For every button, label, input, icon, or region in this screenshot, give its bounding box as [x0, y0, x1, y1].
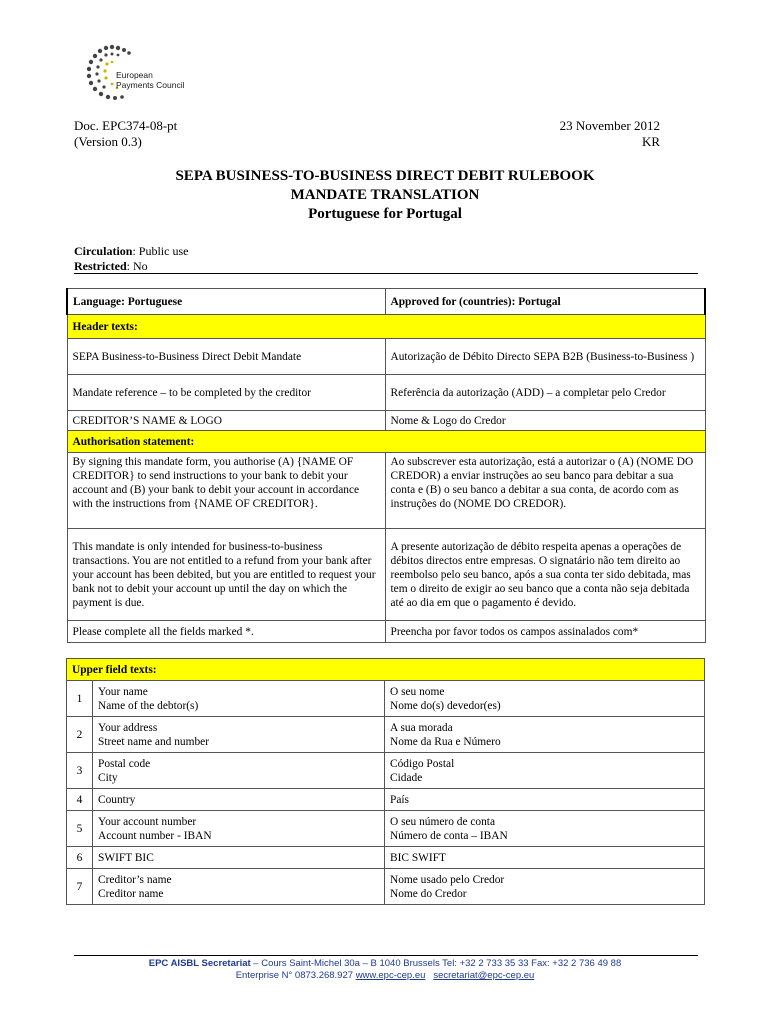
- field-number: 3: [67, 753, 93, 789]
- row-en: CREDITOR’S NAME & LOGO: [67, 411, 385, 431]
- doc-author: KR: [641, 134, 660, 149]
- doc-date: 23 November 2012: [559, 118, 660, 133]
- circulation-value: : Public use: [132, 244, 189, 258]
- row-en: Mandate reference – to be completed by the creditor: [67, 375, 385, 411]
- table-row: [67, 753, 705, 789]
- row-pt: Autorização de Débito Directo SEPA B2B (Business-to-Business ): [385, 339, 705, 375]
- field-number: 1: [67, 681, 93, 717]
- restricted-value: : No: [126, 259, 148, 273]
- field-en: Creditor’s name Creditor name: [93, 869, 385, 905]
- logo-text: [116, 70, 185, 90]
- footer-divider: [74, 955, 698, 956]
- document-title: [0, 167, 770, 224]
- field-number: 5: [67, 811, 93, 847]
- field-pt: Código Postal Cidade: [385, 753, 705, 789]
- section-authorisation: Authorisation statement:: [67, 431, 705, 453]
- row-en: SEPA Business-to-Business Direct Debit Mandate: [67, 339, 385, 375]
- row-en: Please complete all the fields marked *.: [67, 621, 385, 643]
- approved-cell: Approved for (countries): Portugal: [385, 289, 705, 315]
- table-row: [67, 717, 705, 753]
- table-row: [67, 681, 705, 717]
- section-header-texts: Header texts:: [67, 315, 705, 339]
- field-en: Your name Name of the debtor(s): [93, 681, 385, 717]
- doc-version: (Version 0.3): [74, 134, 142, 149]
- title-line-2: MANDATE TRANSLATION: [290, 187, 480, 203]
- footer: [0, 958, 770, 982]
- field-pt: A sua morada Nome da Rua e Número: [385, 717, 705, 753]
- title-line-1: SEPA BUSINESS-TO-BUSINESS DIRECT DEBIT RULEBOOK: [175, 168, 595, 184]
- section-upper-field-texts: Upper field texts:: [67, 659, 705, 681]
- footer-website-link[interactable]: www.epc-cep.eu: [355, 970, 426, 981]
- table-row: [67, 811, 705, 847]
- doc-reference: Doc. EPC374-08-pt: [74, 118, 178, 133]
- circulation-label: Circulation: [74, 244, 133, 258]
- table-row: [67, 847, 705, 869]
- logo-line-1: European: [116, 70, 153, 80]
- footer-enterprise: Enterprise N° 0873.268.927: [235, 970, 356, 981]
- row-pt: A presente autorização de débito respeita apenas a operações de débitos directos entre empresas. O signatário não tem direito ao reembolso pelo seu banco, após a sua conta ter sido debitada, mas tem o direito de exigir ao seu banco que a conta não seja debitada até ao dia em que o pagamento é devido.: [385, 529, 705, 621]
- table-row: [67, 789, 705, 811]
- circulation-block: [74, 244, 188, 274]
- field-en: Postal code City: [93, 753, 385, 789]
- field-number: 6: [67, 847, 93, 869]
- field-pt: País: [385, 789, 705, 811]
- field-en: Your account number Account number - IBAN: [93, 811, 385, 847]
- logo-line-2: Payments Council: [116, 80, 185, 90]
- restricted-label: Restricted: [74, 259, 127, 273]
- field-number: 4: [67, 789, 93, 811]
- title-line-3: Portuguese for Portugal: [308, 206, 462, 222]
- doc-date-block: [560, 118, 660, 150]
- field-pt: BIC SWIFT: [385, 847, 705, 869]
- field-pt: Nome usado pelo Credor Nome do Credor: [385, 869, 705, 905]
- field-pt: O seu número de conta Número de conta – IBAN: [385, 811, 705, 847]
- field-number: 2: [67, 717, 93, 753]
- footer-address: – Cours Saint-Michel 30a – B 1040 Brussels Tel: +32 2 733 35 33 Fax: +32 2 736 49 88: [250, 958, 622, 969]
- row-pt: Nome & Logo do Credor: [385, 411, 705, 431]
- field-en: Country: [93, 789, 385, 811]
- field-number: 7: [67, 869, 93, 905]
- language-cell: Language: Portuguese: [67, 289, 385, 315]
- field-texts-table: [66, 658, 705, 905]
- table-row: [67, 869, 705, 905]
- footer-org: EPC AISBL Secretariat: [148, 958, 251, 969]
- row-pt: Referência da autorização (ADD) – a completar pelo Credor: [385, 375, 705, 411]
- row-pt: Preencha por favor todos os campos assinalados com*: [385, 621, 705, 643]
- row-en: This mandate is only intended for business-to-business transactions. You are not entitled to a refund from your bank after your account has been debited, but you are entitled to request your bank not to debit your account up until the day on which the payment is due.: [67, 529, 385, 621]
- divider: [74, 273, 698, 274]
- field-pt: O seu nome Nome do(s) devedor(es): [385, 681, 705, 717]
- epc-logo: [76, 40, 216, 110]
- field-en: Your address Street name and number: [93, 717, 385, 753]
- doc-reference-block: [74, 118, 177, 150]
- field-en: SWIFT BIC: [93, 847, 385, 869]
- footer-email-link[interactable]: secretariat@epc-cep.eu: [433, 970, 535, 981]
- translation-table: [66, 288, 706, 643]
- row-pt: Ao subscrever esta autorização, está a autorizar o (A) (NOME DO CREDOR) a enviar instruções ao seu banco para debitar a sua conta e (B) o seu banco a debitar a sua conta, de acordo com as instruções do (NOME DO CREDOR).: [385, 453, 705, 529]
- row-en: By signing this mandate form, you authorise (A) {NAME OF CREDITOR} to send instructions to your bank to debit your account and (B) your bank to debit your account in accordance with the instructions from {NAME OF CREDITOR}.: [67, 453, 385, 529]
